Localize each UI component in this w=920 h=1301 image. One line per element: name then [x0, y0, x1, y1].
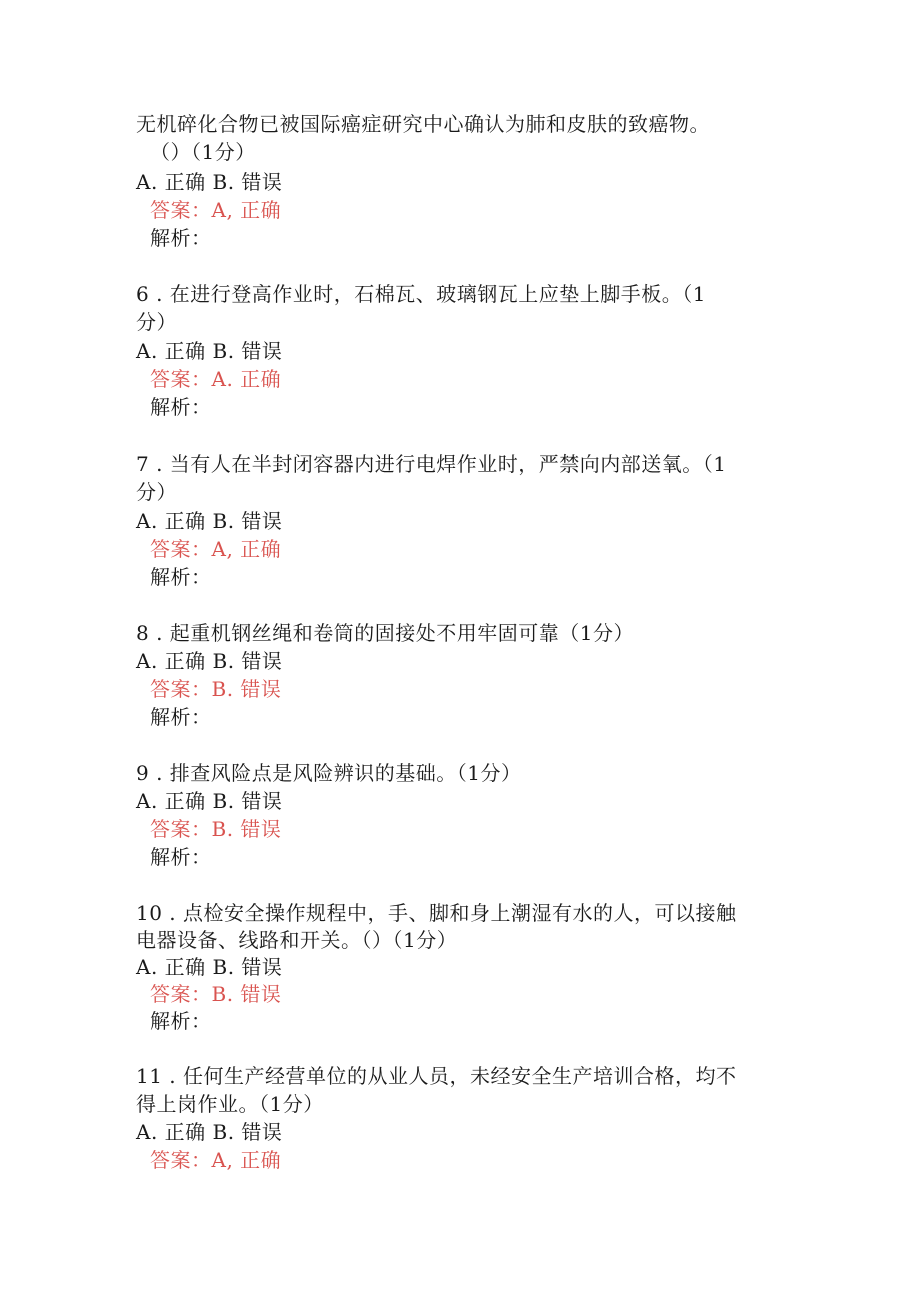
explanation-label: 解析：: [150, 565, 212, 589]
answer-text: 答案：B. 错误: [150, 982, 282, 1006]
answer-text: 答案：A, 正确: [150, 537, 282, 561]
question-text: 11 . 任何生产经营单位的从业人员，未经安全生产培训合格，均不: [136, 1064, 737, 1088]
question-options: A. 正确 B. 错误: [136, 1120, 283, 1144]
question-text-cont: 电器设备、线路和开关。（）（1分）: [136, 928, 458, 952]
question-text-cont: 分）: [136, 310, 177, 334]
question-text-cont: 得上岗作业。（1分）: [136, 1092, 324, 1116]
answer-text: 答案：B. 错误: [150, 817, 282, 841]
question-text-cont: 分）: [136, 480, 177, 504]
question-text: 8 . 起重机钢丝绳和卷筒的固接处不用牢固可靠（1分）: [136, 621, 635, 645]
explanation-label: 解析：: [150, 705, 212, 729]
explanation-label: 解析：: [150, 395, 212, 419]
question-options: A. 正确 B. 错误: [136, 509, 283, 533]
question-text: 9 . 排查风险点是风险辨识的基础。（1分）: [136, 761, 522, 785]
explanation-label: 解析：: [150, 1009, 212, 1033]
explanation-label: 解析：: [150, 226, 212, 250]
question-options: A. 正确 B. 错误: [136, 789, 283, 813]
question-text: 6 . 在进行登高作业时，石棉瓦、玻璃钢瓦上应垫上脚手板。（1: [136, 282, 707, 306]
answer-text: 答案：A. 正确: [150, 367, 282, 391]
answer-text: 答案：B. 错误: [150, 677, 282, 701]
question-text: 10 . 点检安全操作规程中，手、脚和身上潮湿有水的人，可以接触: [136, 901, 737, 925]
question-options: A. 正确 B. 错误: [136, 955, 283, 979]
question-options: A. 正确 B. 错误: [136, 339, 283, 363]
question-text: 7 . 当有人在半封闭容器内进行电焊作业时，严禁向内部送氧。（1: [136, 452, 727, 476]
question-options: A. 正确 B. 错误: [136, 170, 283, 194]
answer-text: 答案：A, 正确: [150, 198, 282, 222]
question-text-cont: （）（1分）: [150, 140, 256, 164]
question-text: 无机碎化合物已被国际癌症研究中心确认为肺和皮肤的致癌物。: [136, 112, 710, 136]
answer-text: 答案：A, 正确: [150, 1148, 282, 1172]
explanation-label: 解析：: [150, 845, 212, 869]
question-options: A. 正确 B. 错误: [136, 649, 283, 673]
